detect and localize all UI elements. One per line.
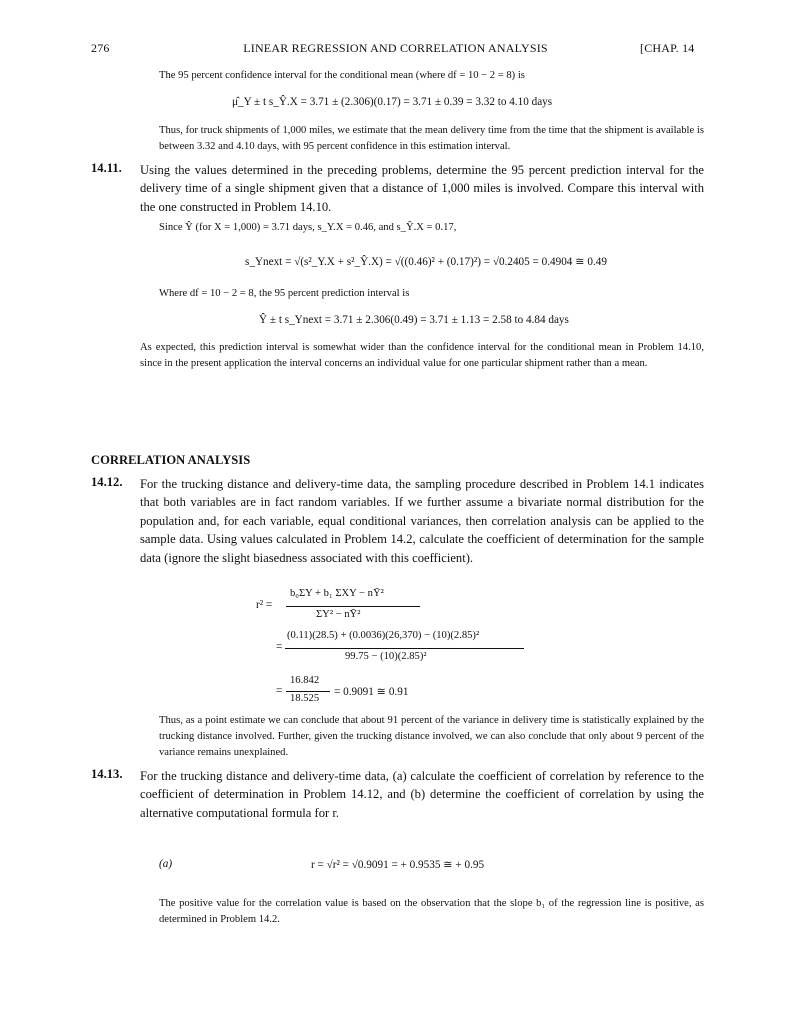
problem-14-11-since-line: Since Ŷ (for X = 1,000) = 3.71 days, s_Y.X = 0.46, and s_Ŷ.X = 0.17, xyxy=(159,222,457,233)
problem-14-11-text: Using the values determined in the preceding problems, determine the 95 percent prediction interval for the delivery time of a single shipment given that a distance of 1,000 miles is involved. Compare this interval with the one constructed in Problem 14.10. xyxy=(140,163,704,214)
chapter-label: [CHAP. 14 xyxy=(640,41,695,55)
problem-number-14-12: 14.12. xyxy=(91,475,123,489)
fraction-3-denominator: 18.525 xyxy=(290,693,320,704)
part-a-label: (a) xyxy=(159,858,173,870)
fraction-3-result: = 0.9091 ≅ 0.91 xyxy=(334,686,409,698)
equals-sign-3: = xyxy=(276,685,283,697)
prediction-interval-equation: Ŷ ± t s_Ynext = 3.71 ± 2.306(0.49) = 3.71 ± 1.13 = 2.58 to 4.84 days xyxy=(259,314,569,326)
confidence-interval-equation: μ̂_Y ± t s_Ŷ.X = 3.71 ± (2.306)(0.17) = 3.71 ± 0.39 = 3.32 to 4.10 days xyxy=(232,96,553,108)
problem-number-14-11: 14.11. xyxy=(91,161,122,175)
fraction-2-bar xyxy=(285,648,524,649)
running-title: LINEAR REGRESSION AND CORRELATION ANALYSIS xyxy=(243,41,548,55)
problem-14-11-note: As expected, this prediction interval is somewhat wider than the confidence interval for the conditional mean in Problem 14.10, since in the present application the interval concerns an individual value for one particular shipment rather than a mean. xyxy=(140,342,704,369)
problem-14-13-note: The positive value for the correlation value is based on the observation that the slope b₁ of the regression line is positive, as determined in Problem 14.2. xyxy=(159,898,704,925)
prev-problem-conclusion: Thus, for truck shipments of 1,000 miles, we estimate that the mean delivery time from the time that the shipment is available is between 3.32 and 4.10 days, with 95 percent confidence in this estimation interval. xyxy=(159,125,704,152)
problem-14-12-conclusion: Thus, as a point estimate we can conclude that about 91 percent of the variance in delivery time is statistically explained by the trucking distance involved. Further, given the trucking distance involved, we can also conclude that only about 9 percent of the variance remains unexplained. xyxy=(159,715,704,758)
prev-problem-intro: The 95 percent confidence interval for the conditional mean (where df = 10 − 2 = 8) is xyxy=(159,70,525,81)
equals-sign-2: = xyxy=(276,641,283,653)
fraction-1-numerator: b₀ΣY + b₁ ΣXY − nȲ² xyxy=(290,588,384,599)
r-squared-lhs: r² = xyxy=(256,599,273,611)
fraction-2-numerator: (0.11)(28.5) + (0.0036)(26,370) − (10)(2.85)² xyxy=(287,630,480,641)
problem-14-13-text: For the trucking distance and delivery-time data, (a) calculate the coefficient of correlation by reference to the coefficient of determination in Problem 14.12, and (b) determine the coefficient of correlation by using the alternative computational formula for r. xyxy=(140,769,704,820)
page-number: 276 xyxy=(91,41,110,55)
section-heading: CORRELATION ANALYSIS xyxy=(91,453,251,467)
prediction-std-error-equation: s_Ynext = √(s²_Y.X + s²_Ŷ.X) = √((0.46)² + (0.17)²) = √0.2405 = 0.4904 ≅ 0.49 xyxy=(245,256,607,268)
problem-number-14-13: 14.13. xyxy=(91,767,123,781)
fraction-1-bar xyxy=(286,606,420,607)
fraction-3-bar xyxy=(286,691,330,692)
fraction-2-denominator: 99.75 − (10)(2.85)² xyxy=(345,651,427,662)
problem-14-11-where-line: Where df = 10 − 2 = 8, the 95 percent prediction interval is xyxy=(159,288,410,299)
correlation-equation: r = √r² = √0.9091 = + 0.9535 ≅ + 0.95 xyxy=(311,859,485,871)
fraction-1-denominator: ΣY² − nȲ² xyxy=(316,609,361,620)
problem-14-12-text: For the trucking distance and delivery-time data, the sampling procedure described in Problem 14.1 indicates that both variables are in fact random variables. If we further assume a bivariate normal distribution for the population and, for each variable, equal conditional variances, then correlation analysis can be applied to the sample data. Using values calculated in Problem 14.2, calculate the coefficient of determination for the sample data (ignore the slight biasedness associated with this coefficient). xyxy=(140,477,704,565)
fraction-3-numerator: 16.842 xyxy=(290,675,320,686)
